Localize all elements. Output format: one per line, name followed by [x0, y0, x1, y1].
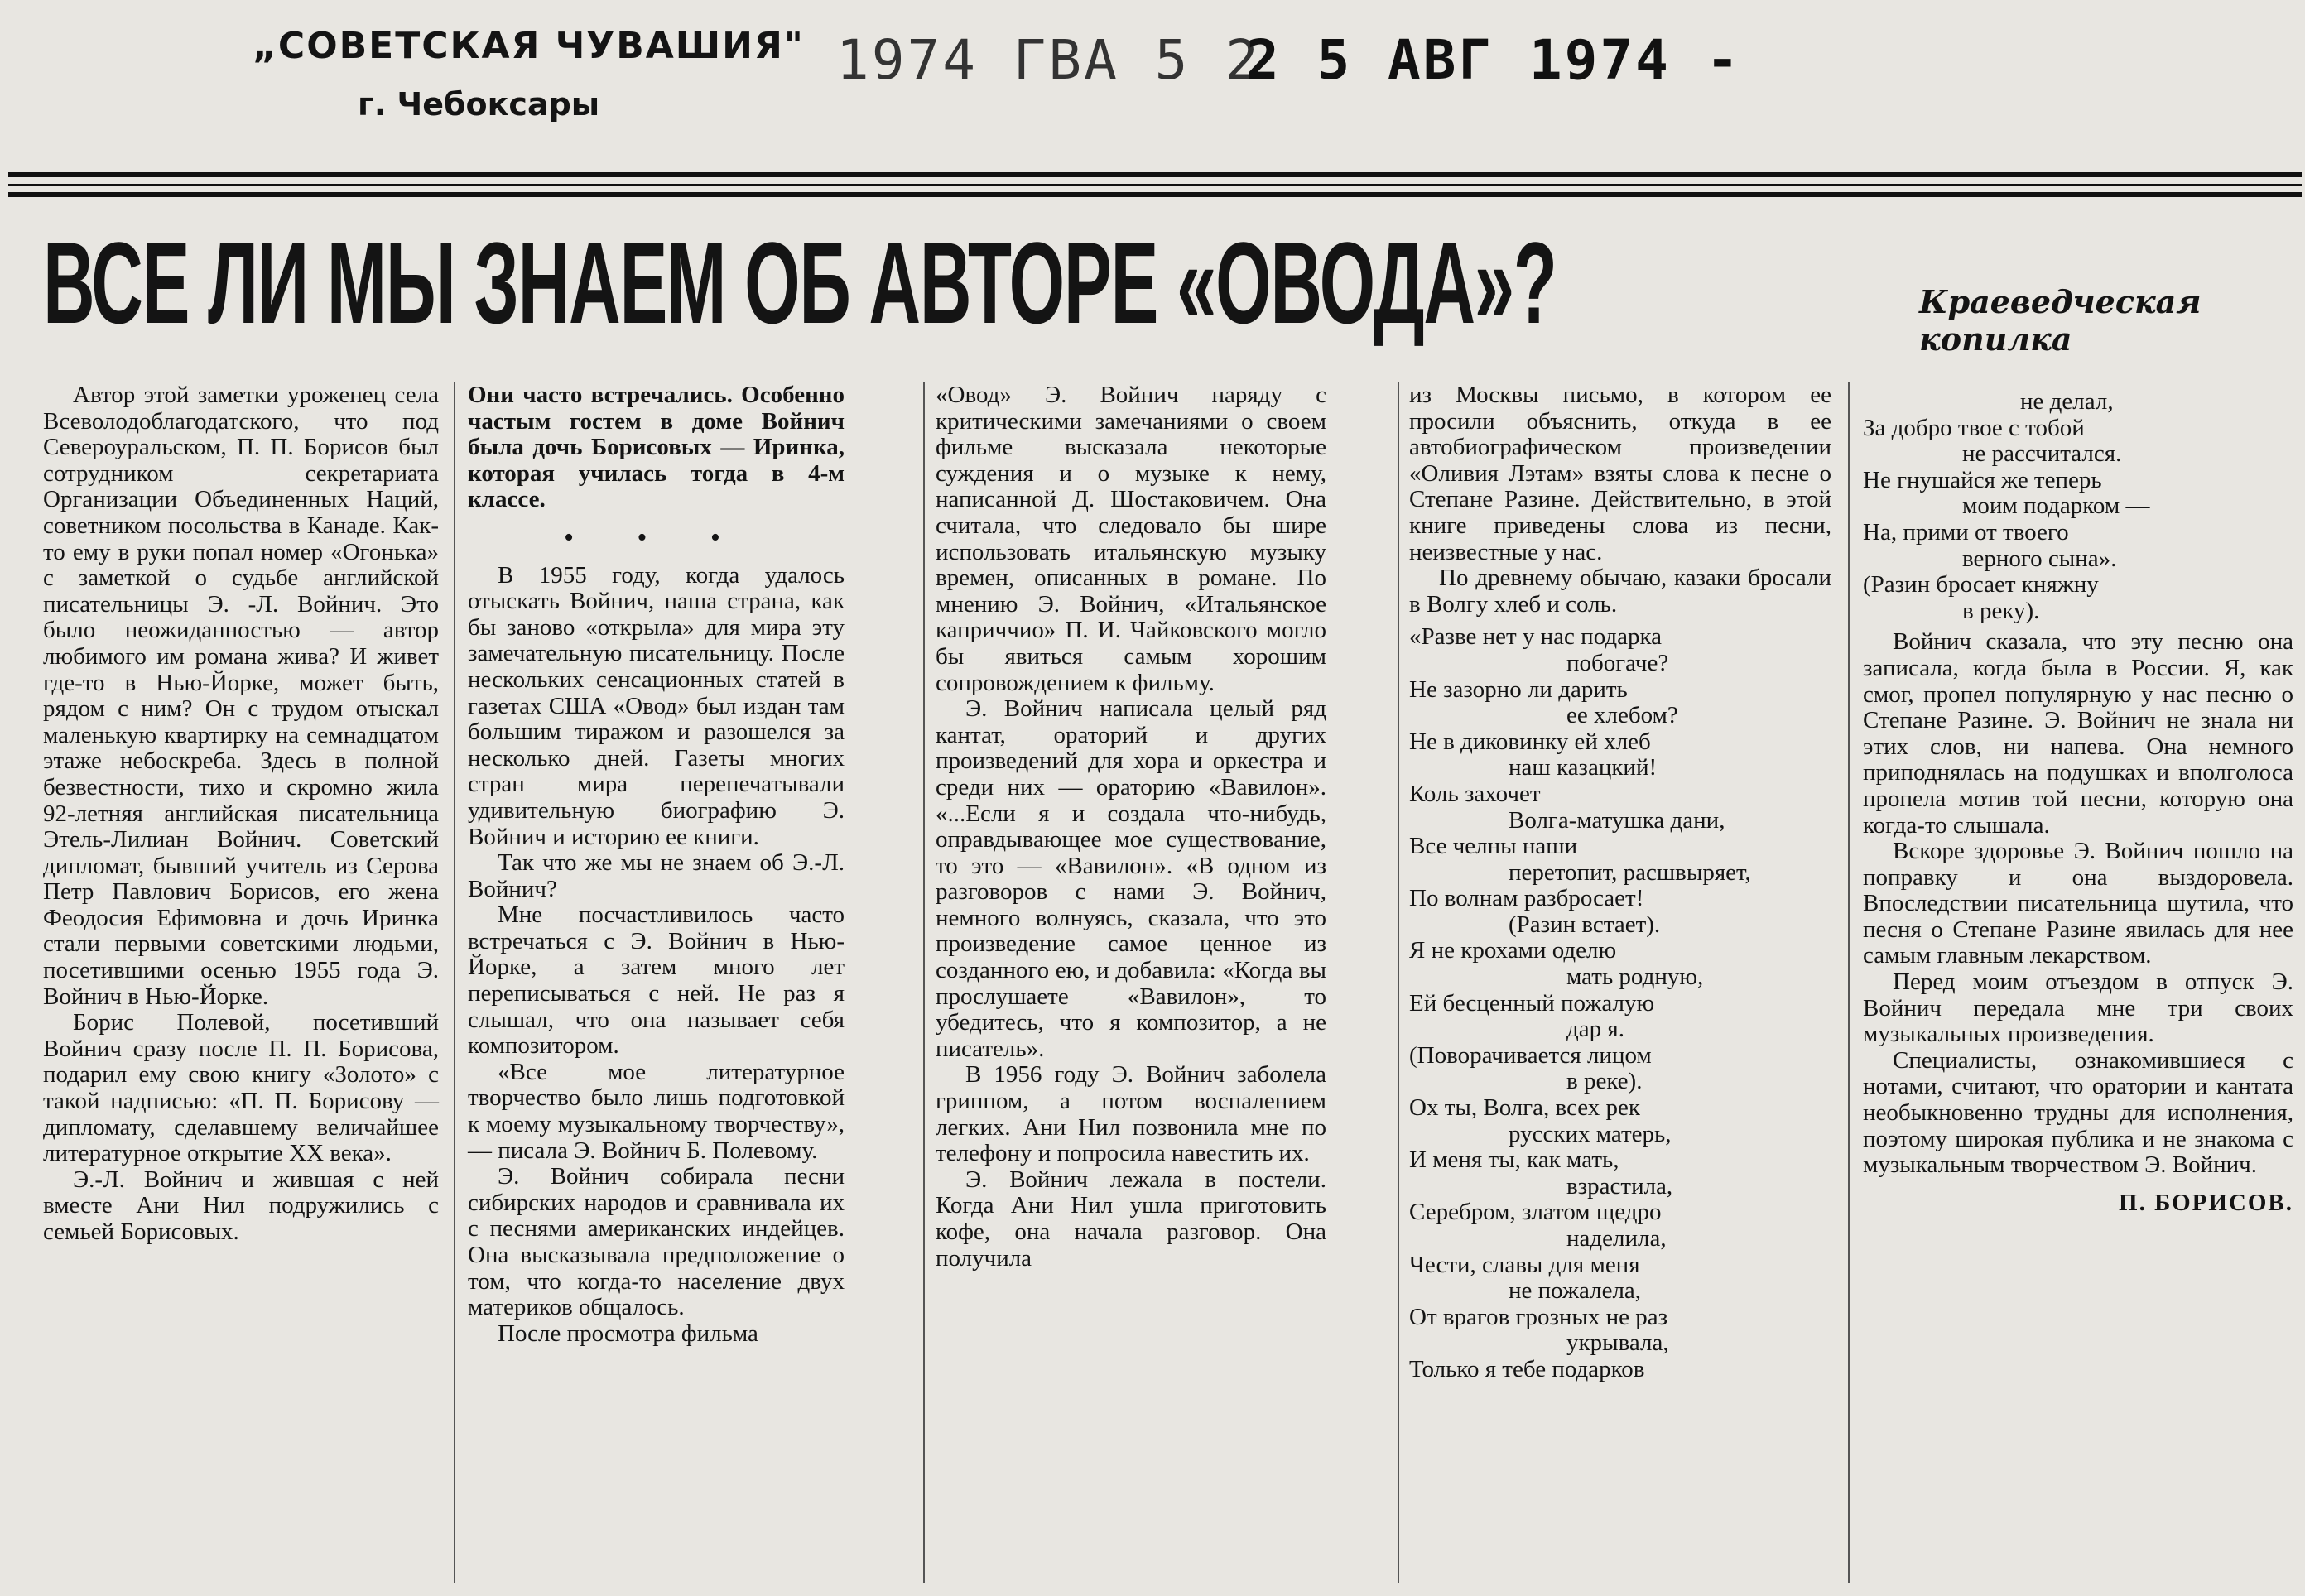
lyric-line: наделила, — [1566, 1225, 1667, 1252]
paragraph: В 1955 году, когда удалось отыскать Войнич, наша страна, как бы заново «открыла» для мира эту замечательную писательницу. После нескольких сенсационных статей в газетах США «Овод» был издан там большим тиражом и разошелся за несколько дней. Газеты многих стран мира перепечатывали удивительную биографию Э. Войнич и историю ее книги. — [468, 561, 845, 850]
lyric-line: в реку). — [1962, 597, 2040, 624]
lyric-line: не делал, — [2020, 388, 2114, 415]
lyric-line: Серебром, златом щедро — [1409, 1199, 1662, 1226]
lyric-line: не пожалела, — [1509, 1277, 1642, 1305]
paragraph: Э. Войнич собирала песни сибирских народов и сравнивала их с песнями американских индейцев. Она высказывала предположение о том, что когда-то население двух материков общалось. — [468, 1163, 845, 1321]
lyric-line: И меня ты, как мать, — [1409, 1147, 1619, 1174]
lyric-line: в реке). — [1566, 1068, 1643, 1095]
column-4 — [1409, 382, 1831, 1388]
lyric-line: наш казацкий! — [1509, 754, 1658, 781]
column-5 — [1863, 382, 2293, 1216]
lyric-line: Все челны наши — [1409, 833, 1578, 860]
lyric-line: Не зазорно ли дарить — [1409, 675, 1628, 703]
column-1 — [43, 382, 439, 1246]
header-rule — [8, 184, 2302, 186]
lyric-line: взрастила, — [1566, 1172, 1673, 1199]
lyric-line: Я не крохами оделю — [1409, 937, 1617, 964]
paragraph: из Москвы письмо, в котором ее просили объяснить, откуда в ее автобиографическом произведении «Оливия Лэтам» взяты слова к песне о Степане Разине. Действительно, в этой книге приведены слова из песни, неизвестные у нас. — [1409, 382, 1831, 565]
paragraph: Мне посчастливилось часто встречаться с Э. Войнич в Нью-Йорке, а затем много лет переписываться с ней. Не раз я слышал, что она называет себя композитором. — [468, 901, 845, 1060]
lyric-line: не рассчитался. — [1962, 440, 2122, 468]
lyric-line: Чести, славы для меня — [1409, 1251, 1640, 1278]
lyric-line: Волга-матушка дани, — [1509, 806, 1725, 834]
paragraph: Борис Полевой, посетивший Войнич сразу после П. П. Борисова, подарил ему свою книгу «Золото» с такой надписью: «П. П. Борисову — дипломату, сделавшему величайшее литературное открытие XX века». — [43, 1009, 439, 1167]
lyric-line: За добро твое с тобой — [1863, 414, 2085, 441]
paragraph: «Все мое литературное творчество было лишь подготовкой к моему музыкальному творчеству», — писала Э. Войнич Б. Полевому. — [468, 1058, 845, 1164]
lyric-line: моим подарком — — [1962, 493, 2150, 520]
column-3 — [936, 382, 1326, 1272]
lead-paragraph: Они часто встречались. Особенно частым гостем в доме Войнич была дочь Борисовых — Иринка, которая училась тогда в 4-м классе. — [468, 382, 845, 513]
paragraph: «Овод» Э. Войнич наряду с критическими замечаниями о своем фильме высказала некоторые суждения и о музыке к нему, написанной Д. Шостаковичем. Она считала, что следовало бы шире использовать итальянскую музыку времен, описанных в романе. По мнению Э. Войнич, «Итальянское каприччио» П. И. Чайковского могло бы явиться самым хорошим сопровождением к фильму. — [936, 382, 1326, 696]
paragraph: Вскоре здоровье Э. Войнич пошло на поправку и она выздоровела. Впоследствии писательница шутила, что песня о Степане Разине явилась для нее самым главным лекарством. — [1863, 838, 2293, 969]
column-2 — [468, 382, 845, 1347]
rubric-label: Краеведческая копилка — [1919, 283, 2202, 358]
column-divider — [1398, 382, 1399, 1583]
article-headline: ВСЕ ЛИ МЫ ЗНАЕМ ОБ АВТОРЕ «ОВОДА»? — [43, 218, 1557, 348]
paragraph: Войнич сказала, что эту песню она записала, когда была в России. Я, как смог, пропел популярную у нас песню о Степане Разине. Э. Войнич не знала ни этих слов, ни напева. Она немного приподнялась на подушках и вполголоса пропела мотив той песни, которую она когда-то слышала. — [1863, 628, 2293, 839]
lyric-line: Не в диковинку ей хлеб — [1409, 728, 1651, 755]
lyric-line: русских матерь, — [1509, 1120, 1672, 1147]
lyric-line: перетопит, расшвыряет, — [1509, 858, 1751, 886]
newspaper-city: г. Чебоксары — [358, 86, 600, 123]
column-divider — [923, 382, 925, 1583]
paragraph: В 1956 году Э. Войнич заболела гриппом, а потом воспалением легких. Ани Нил позвонила мне по телефону и попросила навестить их. — [936, 1061, 1326, 1167]
lyric-line: «Разве нет у нас подарка — [1409, 623, 1663, 651]
paragraph: Автор этой заметки уроженец села Всеволодоблагодатского, что под Североуральском, П. П. Борисов был сотрудником секретариата Организации Объединенных Наций, советником посольства в Канаде. Как-то ему в руки попал номер «Огонька» с заметкой о судьбе английской писательницы Э. -Л. Войнич. Это было неожиданностью — автор любимого им романа жива? И живет где-то в Нью-Йорке, может быть, рядом с ним? Он с трудом отыскал маленькую квартирку на семнадцатом этаже небоскреба. Здесь в полной безвестности, тихо и скромно жила 92-летняя английская писательница Этель-Лилиан Войнич. Советский дипломат, бывший учитель из Серова Петр Павлович Борисов, его жена Феодосия Ефимовна и дочь Иринка стали первыми советскими людьми, посетившими осенью 1955 года Э. Войнич в Нью-Йорке. — [43, 382, 439, 1010]
paragraph: Э.-Л. Войнич и жившая с ней вместе Ани Нил подружились с семьей Борисовых. — [43, 1166, 439, 1245]
lyric-line: ее хлебом? — [1566, 702, 1678, 729]
lyric-line: По волнам разбросает! — [1409, 885, 1644, 912]
author-signature: П. БОРИСОВ. — [2119, 1189, 2293, 1216]
paragraph: По древнему обычаю, казаки бросали в Волгу хлеб и соль. — [1409, 565, 1831, 618]
paragraph: Э. Войнич написала целый ряд кантат, ораторий и других произведений для хора и оркестра и среди них — ораторию «Вавилон». «...Если я и создала что-нибудь, оправдывающее мое существование, то это — «Вавилон». «В одном из разговоров с нами Э. Войнич, немного волнуясь, сказала, что это произведение самое ценное из созданного ею, и добавила: «Когда вы прослушаете «Вавилон», то убедитесь, что я композитор, а не писатель». — [936, 695, 1326, 1062]
lyric-line: (Поворачивается лицом — [1409, 1041, 1652, 1069]
lyric-line: укрывала, — [1566, 1329, 1669, 1357]
lyric-line: верного сына». — [1962, 545, 2117, 572]
lyric-line: (Разин встает). — [1509, 911, 1661, 938]
paragraph: Специалисты, ознакомившиеся с нотами, считают, что оратории и кантата необыкновенно трудны для исполнения, поэтому широкая публика и не знакома с музыкальным творчеством Э. Войнич. — [1863, 1046, 2293, 1179]
lyric-line: Коль захочет — [1409, 780, 1541, 807]
lyric-line: (Разин бросает княжну — [1863, 571, 2099, 598]
lyric-line: Ей бесценный пожалую — [1409, 989, 1655, 1017]
paragraph: Э. Войнич лежала в постели. Когда Ани Нил ушла приготовить кофе, она начала разговор. Она получила — [936, 1166, 1326, 1272]
lyric-line: Только я тебе подарков — [1409, 1355, 1645, 1382]
column-divider — [1848, 382, 1850, 1583]
paragraph: После просмотра фильма — [498, 1320, 758, 1347]
song-lyrics — [1409, 624, 1831, 1382]
section-separator: • • • — [564, 522, 748, 553]
lyric-line: Не гнушайся же теперь — [1863, 466, 2102, 493]
column-divider — [454, 382, 455, 1583]
lyric-line: побогаче? — [1566, 649, 1669, 676]
newspaper-name: „СОВЕТСКАЯ ЧУВАШИЯ" — [253, 25, 805, 67]
lyric-line: На, прими от твоего — [1863, 518, 2069, 546]
lyric-line: дар я. — [1566, 1016, 1624, 1043]
header-rule — [8, 192, 2302, 197]
lyric-line: От врагов грозных не раз — [1409, 1303, 1668, 1330]
date-stamp-faint: 1974 ГВА 5 2 — [836, 28, 1261, 92]
paragraph: Перед моим отъездом в отпуск Э. Войнич передала мне три своих музыкальных произведения. — [1863, 969, 2293, 1048]
paragraph: Так что же мы не знаем об Э.-Л. Войнич? — [468, 849, 845, 902]
song-lyrics-continued — [1863, 389, 2293, 624]
header-rule — [8, 172, 2302, 177]
date-stamp: 2 5 АВГ 1974 - — [1246, 28, 1742, 92]
lyric-line: Ох ты, Волга, всех рек — [1409, 1094, 1640, 1122]
lyric-line: мать родную, — [1566, 964, 1704, 991]
